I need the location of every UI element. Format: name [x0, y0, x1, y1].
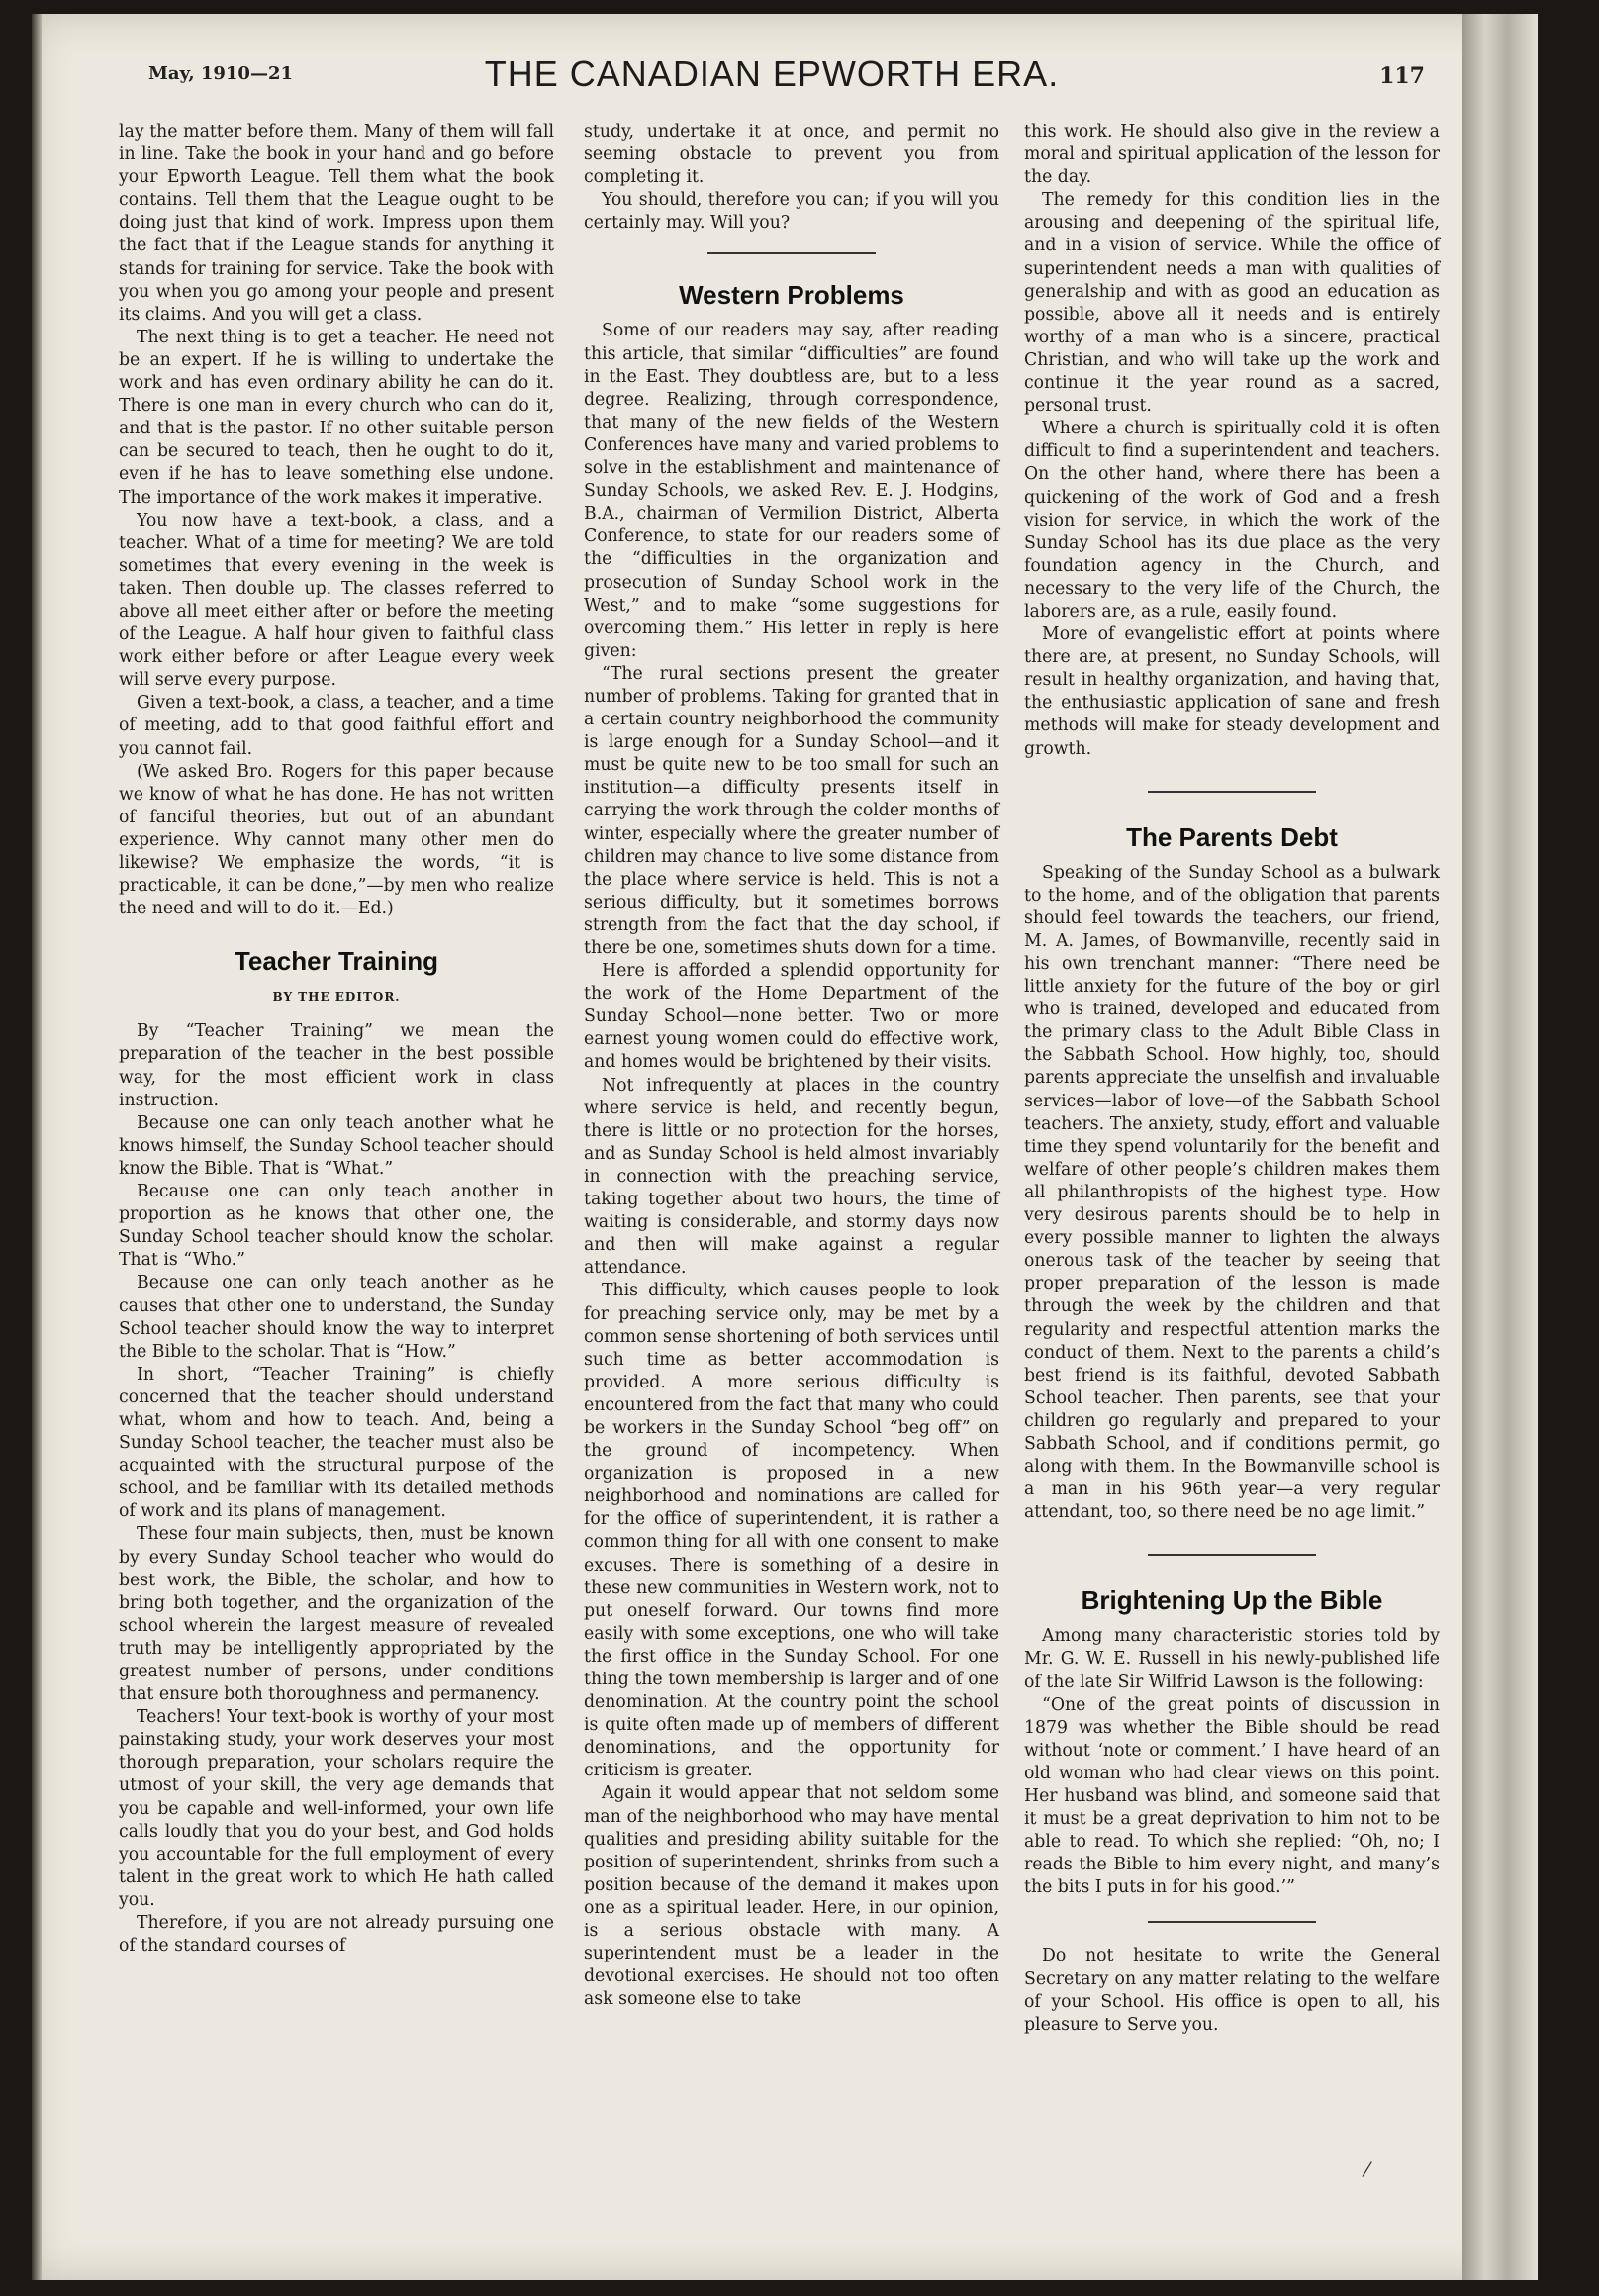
paragraph: You should, therefore you can; if you will you certainly may. Will you? — [584, 190, 999, 234]
paragraph: Again it would appear that not seldom some man of the neighborhood who may have mental qualities and presiding ability suitable for the position of superintendent, shrinks from such a position because of the demand it makes upon one as a spiritual leader. Here, in our opinion, is a serious obstacle with many. A superintendent must be a leader in the devotional exercises. He should not too often ask someone else to take — [584, 1783, 999, 2010]
paragraph: Not infrequently at places in the country where service is held, and recently begun, there is little or no protection for the horses, and as Sunday School is held almost invariably in connection with the preaching service, taking together about two hours, the time of waiting is considerable, and stormy days now and then will make against a regular attendance. — [584, 1075, 999, 1279]
page-number: 117 — [1379, 63, 1425, 89]
paragraph: Because one can only teach another as he causes that other one to understand, the Sunday School teacher should know the way to interpret the Bible to the scholar. That is “How.” — [119, 1273, 554, 1362]
article-heading: Western Problems — [679, 280, 904, 311]
section-divider — [1148, 791, 1316, 793]
book-spine — [1462, 14, 1538, 2280]
closing-notice: Do not hesitate to write the General Secretary on any matter relating to the welfare of your School. His office is open to all, his pleasure to Serve you. — [1024, 1946, 1440, 2035]
paragraph: This difficulty, which causes people to look for preaching service only, may be met by a common sense shortening of both services until such time as better accommodation is provided. A more serious difficulty is encountered from the fact that many who could be workers in the Sunday School “beg off” on the ground of incompetency. When organization is proposed in a new neighborhood and nominations are called for for the office of superintendent, it is rather a common thing for all with one consent to make excuses. There is something of a desire in these new communities in Western work, not to put oneself forward. Our towns find more easily with some exceptions, one who will take the first office in the Sunday School. For one thing the town membership is larger and of one denomination. At the country point the school is quite often made up of members of different denominations, and the opportunity for criticism is greater. — [584, 1281, 999, 1781]
paragraph: this work. He should also give in the review a moral and spiritual application of the lesson for the day. — [1024, 122, 1440, 188]
paragraph: study, undertake it at once, and permit no seeming obstacle to prevent you from completing it. — [584, 122, 999, 188]
masthead-title: THE CANADIAN EPWORTH ERA. — [484, 53, 1060, 94]
issue-date: May, 1910—21 — [148, 63, 294, 84]
column-3 — [1024, 121, 1440, 2037]
paragraph: Given a text-book, a class, a teacher, and a time of meeting, add to that good faithful effort and you cannot fail. — [119, 693, 554, 759]
article-heading: Teacher Training — [234, 946, 439, 977]
paragraph: You now have a text-book, a class, and a teacher. What of a time for meeting? We are told sometimes that every evening in the week is taken. Then double up. The classes referred to above all meet either after or before the meeting of the League. A half hour given to faithful class work either before or after League every week will serve every purpose. — [119, 510, 554, 691]
paragraph: “The rural sections present the greater number of problems. Taking for granted that in a certain country neighborhood the community is large enough for a Sunday School—and it must be quite new to be too small for such an institution—a difficulty presents itself in carrying the work through the colder months of winter, especially where the greater number of children may chance to live some distance from the place where service is held. This is not a serious difficulty, but it sometimes borrows strength from the fact that the day school, if there be one, sometimes shuts down for a time. — [584, 663, 999, 958]
article-heading: The Parents Debt — [1126, 821, 1338, 852]
paragraph: Some of our readers may say, after reading this article, that similar “difficulties” are found in the East. They doubtless are, but to a less degree. Realizing, through correspondence, that many of the new fields of the Western Conferences have many and varied problems to solve in the establishment and maintenance of Sunday Schools, we asked Rev. E. J. Hodgins, B.A., chairman of Vermilion District, Alberta Conference, to state for our readers some of the “difficulties in the organization and prosecution of Sunday School work in the West,” and to make “some suggestions for overcoming them.” His letter in reply is here given: — [584, 321, 999, 661]
paragraph: The next thing is to get a teacher. He need not be an expert. If he is willing to undertake the work and has even ordinary ability he can do it. There is one man in every church who can do it, and that is the pastor. If no other suitable person can be secured to teach, then he ought to do it, even if he has to leave something else undone. The importance of the work makes it imperative. — [119, 327, 554, 508]
paragraph: Here is afforded a splendid opportunity for the work of the Home Department of the Sunday School—none better. Two or more earnest young women could do effective work, and homes would be brightened by their visits. — [584, 961, 999, 1073]
paragraph: Among many characteristic stories told by Mr. G. W. E. Russell in his newly-published life of the late Sir Wilfrid Lawson is the following: — [1024, 1626, 1440, 1692]
paragraph: By “Teacher Training” we mean the preparation of the teacher in the best possible way, for the most efficient work in class instruction. — [119, 1021, 554, 1110]
paragraph: Because one can only teach another in proportion as he knows that other one, the Sunday School teacher should know the scholar. That is “Who.” — [119, 1182, 554, 1271]
page-left-edge — [32, 14, 42, 2280]
paragraph: Teachers! Your text-book is worthy of your most painstaking study, your work deserves your most thorough preparation, your scholars require the utmost of your skill, the very age demands that you be capable and well-informed, your own life calls loudly that you do your best, and God holds you accountable for the full employment of every talent in the great work to which He hath called you. — [119, 1707, 554, 1910]
paragraph: lay the matter before them. Many of them will fall in line. Take the book in your hand and go before your Epworth League. Tell them what the book contains. Tell them that the League ought to be doing just that kind of work. Impress upon them the fact that if the League stands for anything it stands for training for service. Take the book with you when you go among your people and present its claims. And you will get a class. — [119, 122, 554, 325]
article-byline: BY THE EDITOR. — [272, 990, 401, 1004]
paragraph: More of evangelistic effort at points where there are, at present, no Sunday Schools, will result in healthy organization, and having that, the enthusiastic application of sane and fresh methods will make for steady development and growth. — [1024, 624, 1440, 759]
paragraph: The remedy for this condition lies in the arousing and deepening of the spiritual life, and in a vision of service. While the office of superintendent needs a man with qualities of generalship and with as good an education as possible, above all it needs and is entirely worthy of a man who is a sincere, practical Christian, and who will take up the work and continue it the year round as a sacred, personal trust. — [1024, 190, 1440, 417]
column-1 — [119, 121, 554, 1958]
section-divider — [707, 252, 876, 254]
paragraph: In short, “Teacher Training” is chiefly concerned that the teacher should understand what, whom and how to teach. And, being a Sunday School teacher, the teacher must also be acquainted with the structural purpose of the school, and be familiar with its detailed methods of work and its plans of management. — [119, 1364, 554, 1522]
section-divider — [1148, 1921, 1316, 1923]
paragraph: “One of the great points of discussion in 1879 was whether the Bible should be read without ‘note or comment.’ I have heard of an old woman who had clear views on this point. Her husband was blind, and someone said that it must be a great deprivation to him not to be able to read. To which she replied: “Oh, no; I reads the Bible to him every night, and many’s the bits I puts in for his good.’” — [1024, 1694, 1440, 1898]
paragraph: Speaking of the Sunday School as a bulwark to the home, and of the obligation that parents should feel towards the teachers, our friend, M. A. James, of Bowmanville, recently said in his own trenchant manner: “There need be little anxiety for the future of the boy or girl who is trained, developed and educated from the primary class to the Adult Bible Class in the Sabbath School. How highly, too, should parents appreciate the unselfish and invaluable services—labor of love—of the Sabbath School teachers. The anxiety, study, effort and valuable time they spend voluntarily for the benefit and welfare of other people’s children makes them all philanthropists of the highest type. How very desirous parents should be to help in every possible manner to lighten the always onerous task of the teacher by seeing that proper preparation of the lesson is made through the week by the children and that regularity and respectful attention marks the conduct of them. Next to the parents a child’s best friend is its faithful, devoted Sabbath School teacher. Then parents, see that your children go regularly and prepared to your Sabbath School, and if conditions permit, go along with them. In the Bowmanville school is a man in his 96th year—a very regular attendant, too, so there need be no age limit.” — [1024, 862, 1440, 1523]
section-divider — [1148, 1554, 1316, 1556]
column-2 — [584, 121, 999, 2011]
paragraph: Because one can only teach another what he knows himself, the Sunday School teacher should know the Bible. That is “What.” — [119, 1112, 554, 1179]
editor-note: (We asked Bro. Rogers for this paper because we know of what he has done. He has not written of fanciful theories, but out of an abundant experience. Why cannot many other men do likewise? We emphasize the words, “it is practicable, it can be done,”—by men who realize the need and will to do it.—Ed.) — [119, 761, 554, 919]
article-heading: Brightening Up the Bible — [1081, 1585, 1383, 1616]
paragraph: Where a church is spiritually cold it is often difficult to find a superintendent and teachers. On the other hand, where there has been a quickening of the work of God and a fresh vision for service, in which the work of the Sunday School has its due place as the very foundation agency in the Church, and necessary to the very life of the Church, the laborers are, as a rule, easily found. — [1024, 419, 1440, 622]
paragraph: These four main subjects, then, must be known by every Sunday School teacher who would do best work, the Bible, the scholar, and how to bring both together, and the organization of the school wherein the largest measure of revealed truth may be intelligently appropriated by the greatest number of persons, under conditions that ensure both thoroughness and permanency. — [119, 1524, 554, 1705]
running-header — [119, 49, 1425, 109]
paragraph: Therefore, if you are not already pursuing one of the standard courses of — [119, 1913, 554, 1957]
ink-mark: ⁄ — [1365, 2157, 1369, 2181]
